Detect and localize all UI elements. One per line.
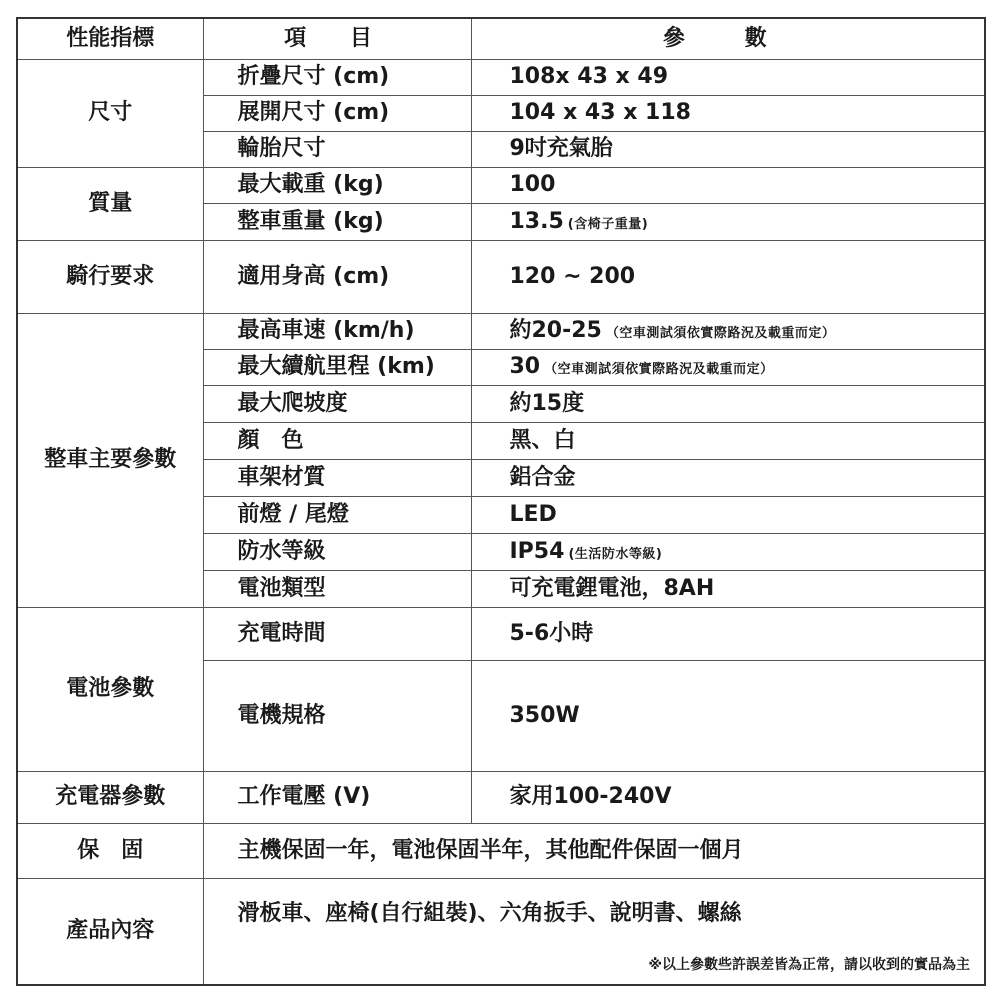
table-row bbox=[17, 607, 985, 660]
header-param: 參 數 bbox=[471, 18, 985, 59]
param-value: LED bbox=[471, 496, 985, 533]
param-value: 家用100-240V bbox=[471, 771, 985, 823]
header-category: 性能指標 bbox=[17, 18, 203, 59]
group-riding: 騎行要求 bbox=[17, 240, 203, 313]
param-value bbox=[471, 203, 985, 240]
item-label: 電池類型 bbox=[203, 570, 471, 607]
group-mass: 質量 bbox=[17, 167, 203, 240]
param-note: (含椅子重量) bbox=[567, 216, 649, 232]
param-main: IP54 bbox=[509, 538, 565, 564]
param-value bbox=[471, 533, 985, 570]
item-label: 展開尺寸 (cm) bbox=[203, 95, 471, 131]
table-row bbox=[17, 313, 985, 349]
item-label: 最高車速 (km/h) bbox=[203, 313, 471, 349]
table-row bbox=[17, 59, 985, 95]
item-label: 整車重量 (kg) bbox=[203, 203, 471, 240]
param-value: 黑、白 bbox=[471, 422, 985, 459]
group-contents: 產品內容 bbox=[17, 878, 203, 985]
table-row bbox=[17, 878, 985, 985]
group-charger: 充電器參數 bbox=[17, 771, 203, 823]
param-value bbox=[471, 349, 985, 385]
item-label: 適用身高 (cm) bbox=[203, 240, 471, 313]
item-label: 折疊尺寸 (cm) bbox=[203, 59, 471, 95]
item-label: 最大爬坡度 bbox=[203, 385, 471, 422]
table-row bbox=[17, 167, 985, 203]
param-value: 約15度 bbox=[471, 385, 985, 422]
footnote: ※以上參數些許誤差皆為正常，請以收到的實品為主 bbox=[648, 957, 970, 973]
param-value: 120 ~ 200 bbox=[471, 240, 985, 313]
item-label: 電機規格 bbox=[203, 660, 471, 771]
table-row bbox=[17, 823, 985, 878]
param-value: 100 bbox=[471, 167, 985, 203]
param-note: （空車測試須依實際路況及載重而定） bbox=[605, 326, 836, 341]
param-main: 30 bbox=[509, 354, 541, 379]
group-battery: 電池參數 bbox=[17, 607, 203, 771]
param-value bbox=[471, 313, 985, 349]
item-label: 最大載重 (kg) bbox=[203, 167, 471, 203]
group-main-params: 整車主要參數 bbox=[17, 313, 203, 607]
param-value: 鋁合金 bbox=[471, 459, 985, 496]
param-value: 350W bbox=[471, 660, 985, 771]
item-label: 防水等級 bbox=[203, 533, 471, 570]
item-label: 車架材質 bbox=[203, 459, 471, 496]
param-value: 5-6小時 bbox=[471, 607, 985, 660]
item-label: 輪胎尺寸 bbox=[203, 131, 471, 167]
table-row bbox=[17, 771, 985, 823]
param-main: 13.5 bbox=[509, 208, 564, 234]
header-row bbox=[17, 18, 985, 59]
spec-table bbox=[16, 17, 986, 986]
item-label: 顏 色 bbox=[203, 422, 471, 459]
item-label: 前燈 / 尾燈 bbox=[203, 496, 471, 533]
param-note: (生活防水等級) bbox=[568, 546, 663, 562]
item-label: 工作電壓 (V) bbox=[203, 771, 471, 823]
contents-text: 滑板車、座椅(自行組裝)、六角扳手、說明書、螺絲 bbox=[237, 900, 742, 926]
contents-cell bbox=[203, 878, 985, 985]
param-value: 可充電鋰電池，8AH bbox=[471, 570, 985, 607]
group-size: 尺寸 bbox=[17, 59, 203, 167]
warranty-text: 主機保固一年，電池保固半年，其他配件保固一個月 bbox=[203, 823, 985, 878]
param-note: （空車測試須依實際路況及載重而定） bbox=[544, 362, 774, 377]
item-label: 最大續航里程 (km) bbox=[203, 349, 471, 385]
param-value: 9吋充氣胎 bbox=[471, 131, 985, 167]
param-main: 約20-25 bbox=[509, 318, 602, 343]
param-value: 108x 43 x 49 bbox=[471, 59, 985, 95]
group-warranty: 保 固 bbox=[17, 823, 203, 878]
table-row bbox=[17, 240, 985, 313]
param-value: 104 x 43 x 118 bbox=[471, 95, 985, 131]
header-item: 項 目 bbox=[203, 18, 471, 59]
item-label: 充電時間 bbox=[203, 607, 471, 660]
